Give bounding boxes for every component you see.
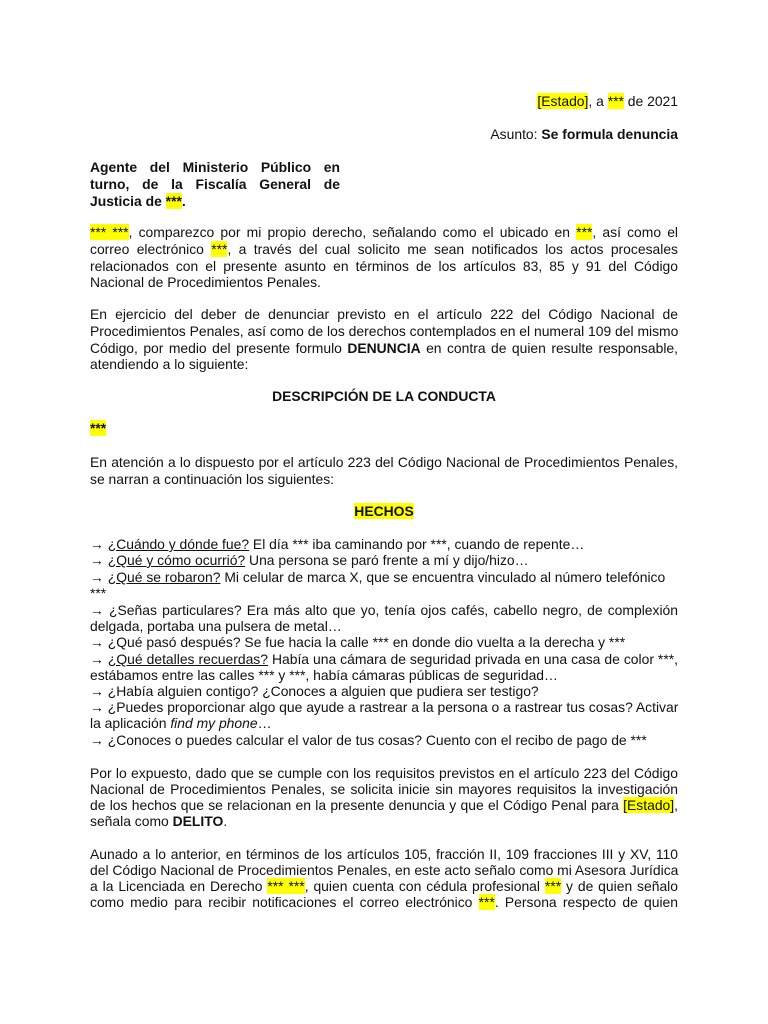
paragraph-4-line-4: señala como DELITO. xyxy=(90,813,228,829)
subject-line: Asunto: Se formula denuncia xyxy=(490,126,678,142)
paragraph-2-line-1: En ejercicio del deber de denunciar previsto en el artículo 222 del Código Nacional de xyxy=(90,306,678,322)
paragraph-5-line-4: como medio para recibir notificaciones el correo electrónico ***. Persona respecto de quien xyxy=(90,894,678,910)
section-title: DESCRIPCIÓN DE LA CONDUCTA xyxy=(272,388,496,404)
paragraph-1-line-4: Nacional de Procedimientos Penales. xyxy=(90,274,321,290)
paragraph-2-line-2: Procedimientos Penales, así como de los derechos contemplados en el numeral 109 del mismo xyxy=(90,323,679,339)
place-date-line: [Estado], a *** de 2021 xyxy=(537,93,678,109)
paragraph-4-line-3: de los hechos que se relacionan en la presente denuncia y que el Código Penal para [Estado], xyxy=(90,797,678,813)
paragraph-5-line-2: del Código Nacional de Procedimientos Penales, en este acto señalo como mi Asesora Jurídica xyxy=(90,862,679,878)
addressee-line-3: Justicia de ***. xyxy=(90,193,186,209)
fact-what-how: → ¿Qué y cómo ocurrió? Una persona se paró frente a mí y dijo/hizo… xyxy=(90,552,529,568)
conduct-placeholder: *** xyxy=(90,420,107,436)
fact-what-next: → ¿Qué pasó después? Se fue hacia la calle *** en donde dio vuelta a la derecha y *** xyxy=(90,634,626,650)
fact-stolen-items-cont: *** xyxy=(90,585,107,601)
paragraph-2-line-4: atendiendo a lo siguiente: xyxy=(90,356,249,372)
paragraph-1-line-3: relacionados con el presente asunto en términos de los artículos 83, 85 y 91 del Código xyxy=(90,258,678,274)
fact-tracking-line-1: → ¿Puedes proporcionar algo que ayude a rastrear a la persona o a rastrear tus cosas? Activar xyxy=(90,699,679,715)
fact-when-where: → ¿Cuándo y dónde fue? El día *** iba caminando por ***, cuando de repente… xyxy=(90,536,585,552)
paragraph-5-line-3: a la Licenciada en Derecho *** ***, quien cuenta con cédula profesional *** y de quien señalo xyxy=(90,878,678,894)
fact-description-line-2: delgada, portaba una pulsera de metal… xyxy=(90,618,342,634)
paragraph-3-line-1: En atención a lo dispuesto por el artículo 223 del Código Nacional de Procedimientos Penales, xyxy=(90,454,678,470)
fact-details-line-2: estábamos entre las calles *** y ***, había cámaras públicas de seguridad… xyxy=(90,667,558,683)
hechos-title: HECHOS xyxy=(354,503,414,519)
fact-witnesses: → ¿Había alguien contigo? ¿Conoces a alguien que pudiera ser testigo? xyxy=(90,683,539,699)
fact-description-line-1: → ¿Señas particulares? Era más alto que yo, tenía ojos cafés, cabello negro, de complexión xyxy=(90,602,678,618)
addressee-line-1: Agente del Ministerio Público en xyxy=(90,159,340,175)
paragraph-1-line-2: correo electrónico ***, a través del cual solicito me sean notificados los actos procesales xyxy=(90,241,678,257)
fact-stolen-items: → ¿Qué se robaron? Mi celular de marca X, que se encuentra vinculado al número telefónico xyxy=(90,569,666,585)
addressee-line-2: turno, de la Fiscalía General de xyxy=(90,176,340,192)
fact-details-line-1: → ¿Qué detalles recuerdas? Había una cámara de seguridad privada en una casa de color ***, xyxy=(90,651,679,667)
fact-tracking-line-2: la aplicación find my phone… xyxy=(90,715,272,731)
fact-value: → ¿Conoces o puedes calcular el valor de tus cosas? Cuento con el recibo de pago de *** xyxy=(90,732,647,748)
paragraph-1-line-1: *** ***, comparezco por mi propio derecho, señalando como el ubicado en ***, así como el xyxy=(90,224,679,240)
paragraph-4-line-2: Nacional de Procedimientos Penales, se solicita inicie sin mayores requisitos la investigación xyxy=(90,781,678,797)
paragraph-2-line-3: Código, por medio del presente formulo DENUNCIA en contra de quien resulte responsable, xyxy=(90,340,678,356)
paragraph-4-line-1: Por lo expuesto, dado que se cumple con los requisitos previstos en el artículo 223 del Código xyxy=(90,765,678,781)
paragraph-3-line-2: se narran a continuación los siguientes: xyxy=(90,471,335,487)
paragraph-5-line-1: Aunado a lo anterior, en términos de los artículos 105, fracción II, 109 fracciones III y XV, 110 xyxy=(90,846,678,862)
